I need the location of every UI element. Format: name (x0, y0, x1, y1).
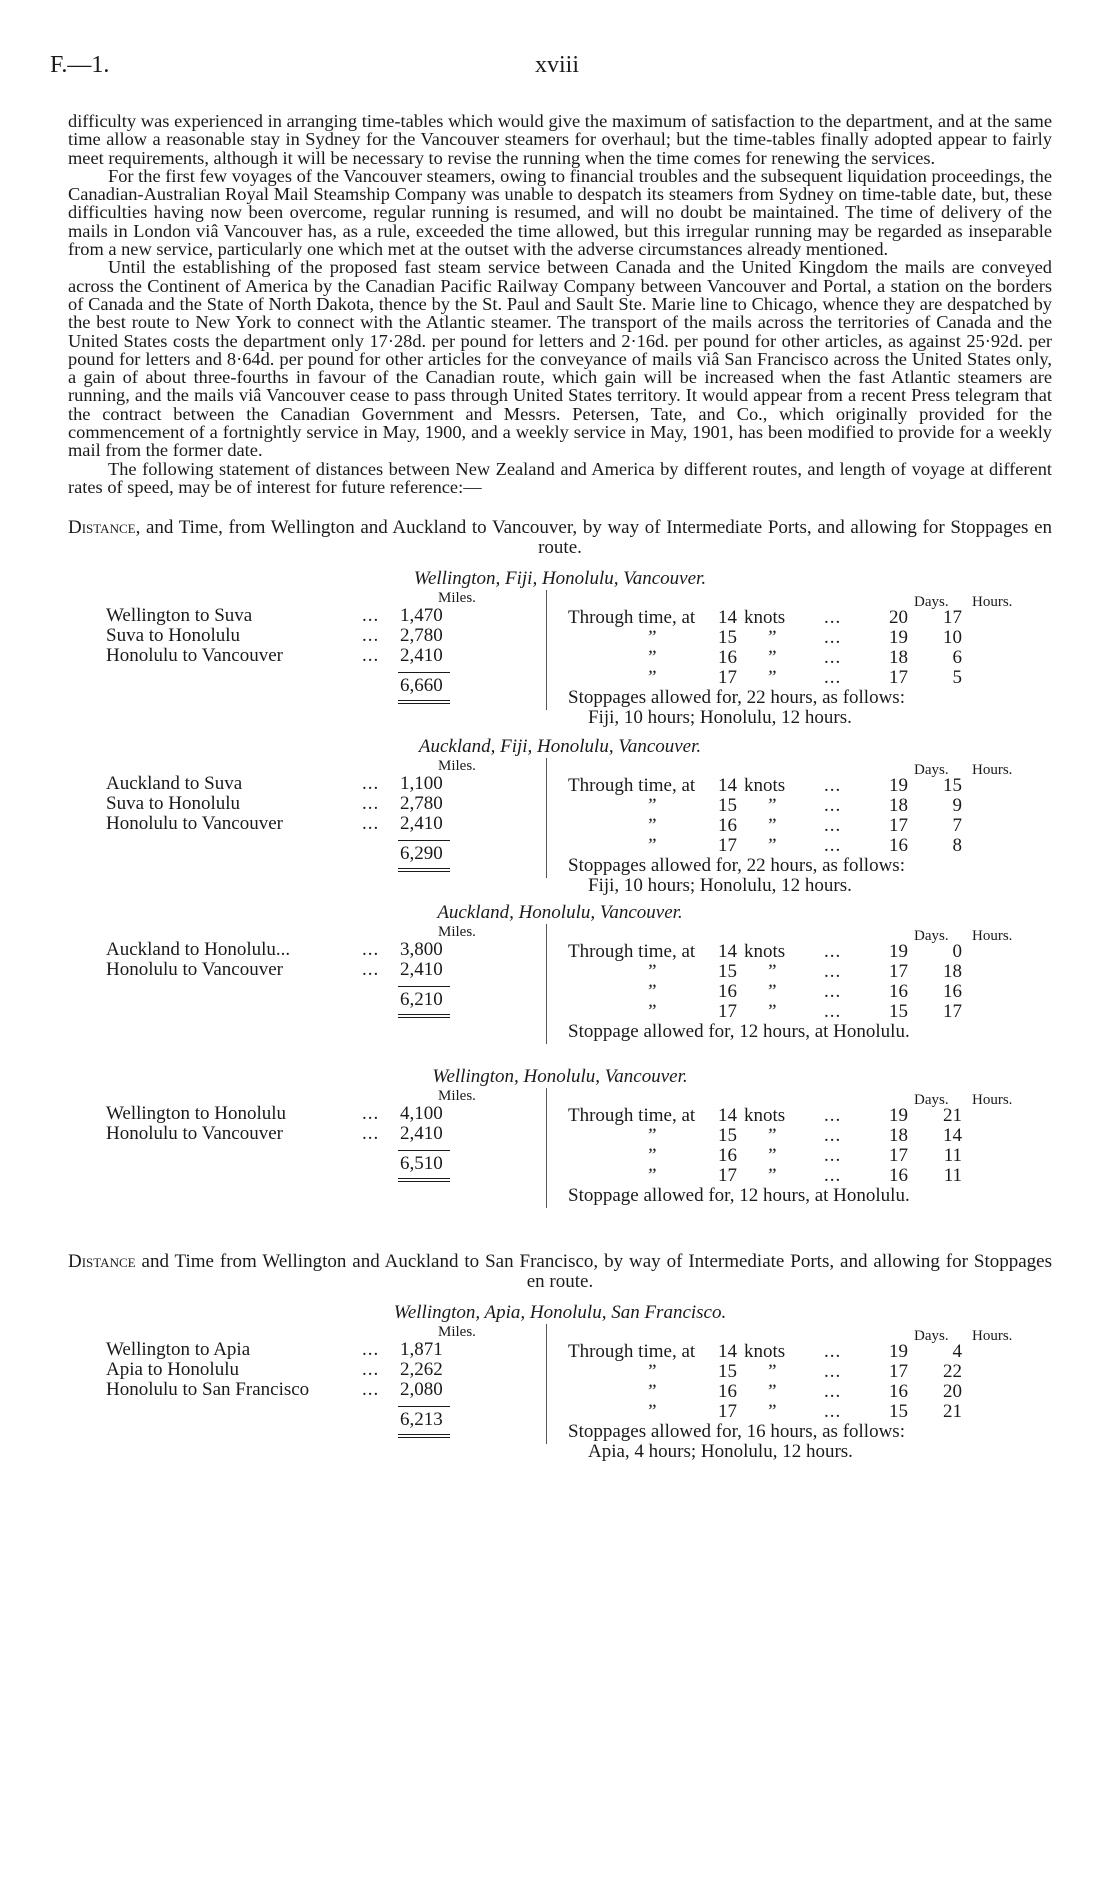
hours-value: 17 (943, 607, 962, 629)
segment-name: Honolulu to Vancouver (106, 813, 283, 835)
ditto-mark: ” (766, 1401, 777, 1423)
hours-value: 22 (943, 1361, 962, 1383)
segment-name: Honolulu to Vancouver (106, 959, 283, 981)
stoppage-note: Fiji, 10 hours; Honolulu, 12 hours. (588, 875, 852, 897)
route-table (68, 1324, 1052, 1463)
segment-name: Honolulu to San Francisco (106, 1379, 310, 1401)
knots-value: 14 (718, 1105, 737, 1127)
paragraph: For the first few voyages of the Vancouver steamers, owing to financial troubles and the subsequent liquidation proceedings, the Canadian-Australian Royal Mail Steamship Company was unable to despatch its steamers from Sydney on time-table date, but, these difficulties having now been overcome, regular running is resumed, and will no doubt be maintained. The time of delivery of the mails in London viâ Vancouver has, as a rule, exceeded the time allowed, but this irregular running may be regarded as inseparable from a new service, particularly one which met at the outset with the adverse circumstances already mentioned. (68, 165, 1052, 260)
segment-name: Wellington to Honolulu (106, 1103, 287, 1125)
segment-row (106, 1124, 586, 1144)
leader-dots: ... (824, 647, 842, 669)
knots-value: 15 (718, 1361, 737, 1383)
segment-row (106, 814, 586, 834)
segment-name: Honolulu to Vancouver (106, 645, 283, 667)
miles-header: Miles. (438, 590, 476, 607)
leader-dots: ... (362, 793, 380, 815)
leader-dots: ... (362, 1339, 380, 1361)
hours-value: 14 (943, 1125, 962, 1147)
section-heading (68, 1252, 1052, 1292)
distance-tables (68, 517, 1052, 1463)
ditto-mark: ” (766, 981, 777, 1003)
ditto-mark: ” (766, 815, 777, 837)
total-miles: 6,510 (400, 1153, 443, 1175)
knots-value: 17 (718, 1001, 737, 1023)
ditto-mark: ” (646, 1361, 657, 1383)
knots-value: 15 (718, 795, 737, 817)
segment-miles: 2,410 (400, 959, 443, 981)
days-value: 17 (889, 961, 908, 983)
leader-dots: ... (362, 625, 380, 647)
ditto-mark: ” (646, 1001, 657, 1023)
days-value: 15 (889, 1001, 908, 1023)
hours-header: Hours. (972, 594, 1013, 611)
double-rule (398, 700, 450, 704)
leader-dots: ... (824, 795, 842, 817)
total-miles: 6,213 (400, 1409, 443, 1431)
segment-name: Auckland to Suva (106, 773, 243, 795)
segment-row (106, 606, 586, 626)
days-header: Days. (914, 1328, 949, 1345)
segment-row (106, 626, 586, 646)
leader-dots: ... (362, 813, 380, 835)
knots-value: 16 (718, 1145, 737, 1167)
knots-unit: knots (744, 607, 786, 629)
days-value: 19 (889, 627, 908, 649)
segment-name: Wellington to Apia (106, 1339, 251, 1361)
section-heading (68, 518, 1052, 558)
segment-miles: 3,800 (400, 939, 443, 961)
ditto-mark: ” (766, 1145, 777, 1167)
hours-value: 21 (943, 1401, 962, 1423)
leader-dots: ... (824, 1361, 842, 1383)
route-title: Wellington, Fiji, Honolulu, Vancouver. (413, 568, 707, 590)
ditto-mark: ” (766, 627, 777, 649)
hours-value: 21 (943, 1105, 962, 1127)
ditto-mark: ” (766, 647, 777, 669)
hours-header: Hours. (972, 762, 1013, 779)
time-row (568, 1106, 1058, 1126)
hours-value: 16 (943, 981, 962, 1003)
through-time-label: Through time, at (568, 941, 696, 963)
leader-dots: ... (362, 939, 380, 961)
segment-name: Apia to Honolulu (106, 1359, 239, 1381)
days-value: 20 (889, 607, 908, 629)
hours-value: 10 (943, 627, 962, 649)
route-table (68, 758, 1052, 897)
total-rule (398, 986, 450, 987)
time-row (568, 942, 1058, 962)
knots-value: 14 (718, 607, 737, 629)
hours-value: 6 (952, 647, 962, 669)
through-time-label: Through time, at (568, 1341, 696, 1363)
through-time-label: Through time, at (568, 775, 696, 797)
days-value: 16 (889, 1165, 908, 1187)
days-value: 16 (889, 981, 908, 1003)
knots-value: 14 (718, 775, 737, 797)
route-title: Wellington, Apia, Honolulu, San Francisco. (393, 1302, 727, 1324)
paragraph: difficulty was experienced in arranging time-tables which would give the maximum of satisfaction to the department, and at the same time allow a reasonable stay in Sydney for the Vancouver steamers for overhaul; but the time-tables finally adopted appear to fairly meet requirements, although it will be necessary to revise the running when the time comes for renewing the services. (68, 111, 1052, 168)
leader-dots: ... (824, 1341, 842, 1363)
leader-dots: ... (824, 1145, 842, 1167)
header-reference: F.—1. (50, 52, 110, 78)
time-row (568, 1382, 1058, 1402)
body-text (68, 111, 1052, 1463)
segment-name: Honolulu to Vancouver (106, 1123, 283, 1145)
ditto-mark: ” (766, 1381, 777, 1403)
ditto-mark: ” (766, 1125, 777, 1147)
knots-unit: knots (744, 1105, 786, 1127)
knots-value: 17 (718, 667, 737, 689)
ditto-mark: ” (646, 1165, 657, 1187)
leader-dots: ... (362, 1359, 380, 1381)
stoppage-note: Stoppages allowed for, 22 hours, as follows: (568, 687, 905, 709)
days-value: 15 (889, 1401, 908, 1423)
double-rule (398, 1014, 450, 1018)
ditto-mark: ” (646, 815, 657, 837)
hours-value: 9 (952, 795, 962, 817)
time-row (568, 962, 1058, 982)
days-value: 18 (889, 647, 908, 669)
segment-miles: 1,100 (400, 773, 443, 795)
ditto-mark: ” (646, 1401, 657, 1423)
time-row (568, 796, 1058, 816)
hours-value: 17 (943, 1001, 962, 1023)
paragraph: Until the establishing of the proposed fast steam service between Canada and the United Kingdom the mails are conveyed across the Continent of America by the Canadian Pacific Railway Company between Vancouver and Portal, a station on the borders of Canada and the State of North Dakota, thence by the St. Paul and Sault Ste. Marie line to Chicago, whence they are despatched by the best route to New York to connect with the Atlantic steamer. The transport of the mails across the territories of Canada and the United States costs the department only 17·28d. per pound for letters and 2·16d. per pound for other articles, as against 25·92d. per pound for letters and 8·64d. per pound for other articles for the conveyance of mails viâ San Francisco across the United States only, a gain of about three-fourths in favour of the Canadian route, which gain will be increased when the fast Atlantic steamers are running, and the mails viâ Vancouver cease to pass through United States territory. It would appear from a recent Press telegram that the contract between the Canadian Government and Messrs. Petersen, Tate, and Co., which originally provided for the commencement of a fortnightly service in May, 1900, and a weekly service in May, 1901, has been modified to provide for a weekly mail from the former date. (68, 257, 1052, 461)
leader-dots: ... (824, 775, 842, 797)
knots-value: 14 (718, 1341, 737, 1363)
leader-dots: ... (824, 1125, 842, 1147)
stoppage-note: Stoppage allowed for, 12 hours, at Honolulu. (568, 1185, 910, 1207)
segment-miles: 2,780 (400, 625, 443, 647)
segment-name: Suva to Honolulu (106, 793, 241, 815)
time-row (568, 608, 1058, 628)
stoppage-note: Stoppages allowed for, 22 hours, as follows: (568, 855, 905, 877)
days-value: 18 (889, 795, 908, 817)
days-header: Days. (914, 762, 949, 779)
route-title: Wellington, Honolulu, Vancouver. (432, 1066, 688, 1088)
time-row (568, 982, 1058, 1002)
days-value: 19 (889, 775, 908, 797)
time-row (568, 1146, 1058, 1166)
segment-row (106, 774, 586, 794)
leader-dots: ... (824, 627, 842, 649)
time-row (568, 1126, 1058, 1146)
stoppage-note: Fiji, 10 hours; Honolulu, 12 hours. (588, 707, 852, 729)
section-heading-lead: Distance (68, 517, 136, 539)
leader-dots: ... (824, 607, 842, 629)
time-row (568, 1166, 1058, 1186)
hours-header: Hours. (972, 928, 1013, 945)
stoppage-note: Apia, 4 hours; Honolulu, 12 hours. (588, 1441, 853, 1463)
column-divider (546, 1324, 547, 1444)
days-value: 16 (889, 1381, 908, 1403)
segment-name: Suva to Honolulu (106, 625, 241, 647)
leader-dots: ... (824, 835, 842, 857)
section-heading-text: , and Time, from Wellington and Auckland to Vancouver, by way of Intermediate Ports, and allowing for Stoppages en route. (135, 517, 1052, 559)
days-value: 18 (889, 1125, 908, 1147)
ditto-mark: ” (646, 647, 657, 669)
ditto-mark: ” (646, 961, 657, 983)
days-header: Days. (914, 1092, 949, 1109)
leader-dots: ... (824, 667, 842, 689)
segment-row (106, 1340, 586, 1360)
miles-header: Miles. (438, 924, 476, 941)
hours-value: 15 (943, 775, 962, 797)
ditto-mark: ” (646, 1381, 657, 1403)
leader-dots: ... (362, 773, 380, 795)
ditto-mark: ” (766, 795, 777, 817)
time-row (568, 1402, 1058, 1422)
segment-miles: 4,100 (400, 1103, 443, 1125)
ditto-mark: ” (646, 795, 657, 817)
days-value: 17 (889, 1145, 908, 1167)
ditto-mark: ” (646, 1145, 657, 1167)
knots-value: 16 (718, 647, 737, 669)
leader-dots: ... (824, 941, 842, 963)
route-title: Auckland, Fiji, Honolulu, Vancouver. (418, 736, 702, 758)
knots-unit: knots (744, 775, 786, 797)
leader-dots: ... (824, 1165, 842, 1187)
leader-dots: ... (362, 959, 380, 981)
total-rule (398, 840, 450, 841)
leader-dots: ... (824, 815, 842, 837)
through-time-label: Through time, at (568, 1105, 696, 1127)
days-value: 17 (889, 667, 908, 689)
time-row (568, 1002, 1058, 1022)
leader-dots: ... (362, 1379, 380, 1401)
segment-row (106, 646, 586, 666)
segment-row (106, 1360, 586, 1380)
knots-value: 17 (718, 835, 737, 857)
section-heading-lead: Distance (68, 1251, 136, 1273)
knots-unit: knots (744, 941, 786, 963)
time-row (568, 1342, 1058, 1362)
knots-value: 15 (718, 1125, 737, 1147)
hours-value: 0 (952, 941, 962, 963)
ditto-mark: ” (646, 1125, 657, 1147)
hours-value: 11 (943, 1165, 962, 1187)
days-header: Days. (914, 594, 949, 611)
section-heading-text: and Time from Wellington and Auckland to San Francisco, by way of Intermediate Ports, and allowing for Stoppages en route. (135, 1251, 1052, 1293)
days-value: 16 (889, 835, 908, 857)
time-row (568, 668, 1058, 688)
column-divider (546, 758, 547, 878)
miles-header: Miles. (438, 1088, 476, 1105)
ditto-mark: ” (766, 961, 777, 983)
total-rule (398, 672, 450, 673)
segment-row (106, 1380, 586, 1400)
hours-value: 8 (952, 835, 962, 857)
total-rule (398, 1150, 450, 1151)
knots-value: 15 (718, 627, 737, 649)
knots-value: 16 (718, 1381, 737, 1403)
ditto-mark: ” (646, 981, 657, 1003)
ditto-mark: ” (646, 627, 657, 649)
double-rule (398, 868, 450, 872)
days-value: 19 (889, 941, 908, 963)
total-miles: 6,660 (400, 675, 443, 697)
time-row (568, 776, 1058, 796)
hours-value: 5 (952, 667, 962, 689)
knots-value: 16 (718, 815, 737, 837)
ditto-mark: ” (646, 667, 657, 689)
stoppage-note: Stoppages allowed for, 16 hours, as follows: (568, 1421, 905, 1443)
paragraph: The following statement of distances between New Zealand and America by different routes, and length of voyage at different rates of speed, may be of interest for future reference:— (68, 458, 1052, 497)
segment-miles: 1,871 (400, 1339, 443, 1361)
hours-value: 11 (943, 1145, 962, 1167)
ditto-mark: ” (766, 835, 777, 857)
hours-value: 4 (952, 1341, 962, 1363)
ditto-mark: ” (766, 1001, 777, 1023)
knots-value: 15 (718, 961, 737, 983)
miles-header: Miles. (438, 758, 476, 775)
miles-header: Miles. (438, 1324, 476, 1341)
hours-value: 7 (952, 815, 962, 837)
days-value: 17 (889, 815, 908, 837)
segment-miles: 2,410 (400, 645, 443, 667)
days-header: Days. (914, 928, 949, 945)
column-divider (546, 1088, 547, 1208)
leader-dots: ... (824, 981, 842, 1003)
ditto-mark: ” (766, 1165, 777, 1187)
leader-dots: ... (362, 1103, 380, 1125)
hours-value: 20 (943, 1381, 962, 1403)
leader-dots: ... (362, 1123, 380, 1145)
time-row (568, 836, 1058, 856)
ditto-mark: ” (646, 835, 657, 857)
leader-dots: ... (824, 961, 842, 983)
segment-miles: 2,080 (400, 1379, 443, 1401)
route-table (68, 924, 1052, 1060)
knots-value: 14 (718, 941, 737, 963)
total-miles: 6,290 (400, 843, 443, 865)
double-rule (398, 1434, 450, 1438)
leader-dots: ... (824, 1381, 842, 1403)
segment-miles: 2,410 (400, 1123, 443, 1145)
segment-miles: 2,780 (400, 793, 443, 815)
segment-row (106, 1104, 586, 1124)
segment-row (106, 794, 586, 814)
header-page-number: xviii (534, 52, 579, 78)
segment-name: Wellington to Suva (106, 605, 253, 627)
hours-header: Hours. (972, 1328, 1013, 1345)
hours-value: 18 (943, 961, 962, 983)
route-table (68, 1088, 1052, 1224)
ditto-mark: ” (766, 1361, 777, 1383)
time-row (568, 628, 1058, 648)
segment-miles: 2,410 (400, 813, 443, 835)
days-value: 19 (889, 1105, 908, 1127)
time-row (568, 648, 1058, 668)
segment-name: Auckland to Honolulu... (106, 939, 291, 961)
leader-dots: ... (824, 1401, 842, 1423)
through-time-label: Through time, at (568, 607, 696, 629)
total-rule (398, 1406, 450, 1407)
segment-row (106, 940, 586, 960)
time-row (568, 1362, 1058, 1382)
segment-miles: 2,262 (400, 1359, 443, 1381)
knots-unit: knots (744, 1341, 786, 1363)
route-title: Auckland, Honolulu, Vancouver. (437, 902, 683, 924)
ditto-mark: ” (766, 667, 777, 689)
knots-value: 17 (718, 1165, 737, 1187)
column-divider (546, 590, 547, 710)
stoppage-note: Stoppage allowed for, 12 hours, at Honolulu. (568, 1021, 910, 1043)
days-value: 19 (889, 1341, 908, 1363)
hours-header: Hours. (972, 1092, 1013, 1109)
leader-dots: ... (824, 1105, 842, 1127)
knots-value: 16 (718, 981, 737, 1003)
double-rule (398, 1178, 450, 1182)
route-table (68, 590, 1052, 729)
leader-dots: ... (824, 1001, 842, 1023)
leader-dots: ... (362, 645, 380, 667)
column-divider (546, 924, 547, 1044)
time-row (568, 816, 1058, 836)
total-miles: 6,210 (400, 989, 443, 1011)
segment-miles: 1,470 (400, 605, 443, 627)
segment-row (106, 960, 586, 980)
days-value: 17 (889, 1361, 908, 1383)
leader-dots: ... (362, 605, 380, 627)
knots-value: 17 (718, 1401, 737, 1423)
